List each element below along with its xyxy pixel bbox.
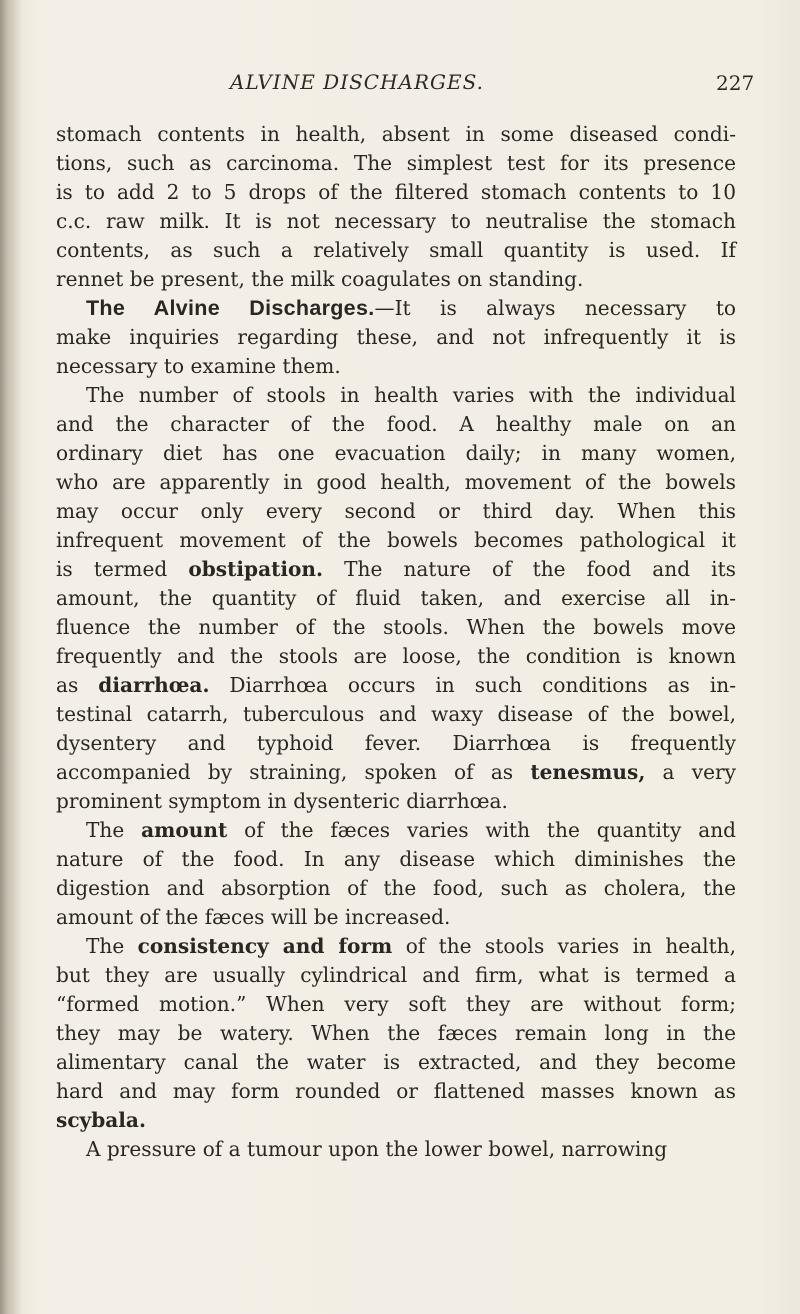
text-line bbox=[56, 294, 736, 323]
line-text: a very bbox=[645, 760, 736, 784]
text-line bbox=[56, 439, 736, 468]
line-text: is to add 2 to 5 drops of the filtered stomach contents to 10 bbox=[56, 180, 736, 204]
line-text: of the fæces varies with the quantity and bbox=[227, 818, 737, 842]
text-line bbox=[56, 1135, 736, 1164]
text-line bbox=[56, 236, 736, 265]
line-text: Diarrhœa occurs in such conditions as in- bbox=[209, 673, 736, 697]
line-text: hard and may form rounded or flattened masses known as bbox=[56, 1079, 736, 1103]
text-line bbox=[56, 497, 736, 526]
line-text: is termed bbox=[56, 557, 189, 581]
text-line bbox=[56, 700, 736, 729]
line-text: contents, as such a relatively small quantity is used. If bbox=[56, 238, 736, 262]
line-text: A pressure of a tumour upon the lower bowel, narrowing bbox=[86, 1137, 668, 1161]
text-line bbox=[56, 816, 736, 845]
line-text: c.c. raw milk. It is not necessary to neutralise the stomach bbox=[56, 209, 736, 233]
text-line bbox=[56, 265, 736, 294]
line-text: dysentery and typhoid fever. Diarrhœa is frequently bbox=[56, 731, 736, 755]
bold-term: diarrhœa. bbox=[98, 673, 210, 697]
line-text: The nature of the food and its bbox=[323, 557, 736, 581]
line-text: accompanied by straining, spoken of as bbox=[56, 760, 531, 784]
line-text: nature of the food. In any disease which diminishes the bbox=[56, 847, 736, 871]
line-text: stomach contents in health, absent in some diseased condi- bbox=[56, 122, 736, 146]
bold-term: tenesmus, bbox=[530, 760, 646, 784]
line-text: rennet be present, the milk coagulates on standing. bbox=[56, 267, 584, 291]
text-line bbox=[56, 903, 736, 932]
text-line bbox=[56, 845, 736, 874]
text-line bbox=[56, 584, 736, 613]
bold-term: scybala. bbox=[56, 1108, 146, 1132]
text-line bbox=[56, 990, 736, 1019]
bold-term: obstipation. bbox=[188, 557, 324, 581]
text-line bbox=[56, 120, 736, 149]
line-text: who are apparently in good health, movement of the bowels bbox=[56, 470, 736, 494]
body-text bbox=[56, 120, 736, 1164]
text-line bbox=[56, 642, 736, 671]
text-line bbox=[56, 874, 736, 903]
line-text: and the character of the food. A healthy male on an bbox=[56, 412, 736, 436]
line-text: fluence the number of the stools. When the bowels move bbox=[56, 615, 736, 639]
line-text: may occur only every second or third day. When this bbox=[56, 499, 736, 523]
line-text: amount of the fæces will be increased. bbox=[56, 905, 451, 929]
text-line bbox=[56, 787, 736, 816]
text-line bbox=[56, 555, 736, 584]
text-line bbox=[56, 526, 736, 555]
line-text: digestion and absorption of the food, such as cholera, the bbox=[56, 876, 736, 900]
line-text: The bbox=[86, 818, 142, 842]
line-text: infrequent movement of the bowels becomes pathological it bbox=[56, 528, 736, 552]
line-text: testinal catarrh, tuberculous and waxy disease of the bowel, bbox=[56, 702, 736, 726]
line-text: tions, such as carcinoma. The simplest test for its presence bbox=[56, 151, 736, 175]
text-line bbox=[56, 729, 736, 758]
page-number: 227 bbox=[716, 71, 755, 95]
line-text: The bbox=[86, 934, 138, 958]
line-text: but they are usually cylindrical and firm, what is termed a bbox=[56, 963, 736, 987]
text-line bbox=[56, 1106, 736, 1135]
text-line bbox=[56, 149, 736, 178]
text-line bbox=[56, 613, 736, 642]
text-line bbox=[56, 961, 736, 990]
running-head: ALVINE DISCHARGES. bbox=[230, 70, 484, 94]
text-line bbox=[56, 1019, 736, 1048]
line-text: The number of stools in health varies with the individual bbox=[86, 383, 736, 407]
line-text: “formed motion.” When very soft they are without form; bbox=[56, 992, 736, 1016]
text-line bbox=[56, 410, 736, 439]
line-text: frequently and the stools are loose, the condition is known bbox=[56, 644, 736, 668]
line-text: —It is always necessary to bbox=[374, 296, 737, 320]
text-line bbox=[56, 352, 736, 381]
text-line bbox=[56, 381, 736, 410]
bold-term: consistency and form bbox=[137, 934, 393, 958]
line-text: make inquiries regarding these, and not infrequently it is bbox=[56, 325, 736, 349]
text-line bbox=[56, 468, 736, 497]
line-text: of the stools varies in health, bbox=[392, 934, 737, 958]
line-text: ordinary diet has one evacuation daily; in many women, bbox=[56, 441, 736, 465]
line-text: alimentary canal the water is extracted, and they become bbox=[56, 1050, 736, 1074]
text-line bbox=[56, 1077, 736, 1106]
bold-term: amount bbox=[141, 818, 228, 842]
page-binding-shadow bbox=[0, 0, 22, 1314]
line-text: prominent symptom in dysenteric diarrhœa. bbox=[56, 789, 508, 813]
line-text: as bbox=[56, 673, 99, 697]
line-text: they may be watery. When the fæces remain long in the bbox=[56, 1021, 736, 1045]
line-text: necessary to examine them. bbox=[56, 354, 341, 378]
text-line bbox=[56, 207, 736, 236]
text-line bbox=[56, 932, 736, 961]
text-line bbox=[56, 671, 736, 700]
line-text: amount, the quantity of fluid taken, and exercise all in- bbox=[56, 586, 736, 610]
text-line bbox=[56, 323, 736, 352]
section-heading: The Alvine Discharges. bbox=[86, 296, 375, 320]
text-line bbox=[56, 758, 736, 787]
text-line bbox=[56, 1048, 736, 1077]
text-line bbox=[56, 178, 736, 207]
